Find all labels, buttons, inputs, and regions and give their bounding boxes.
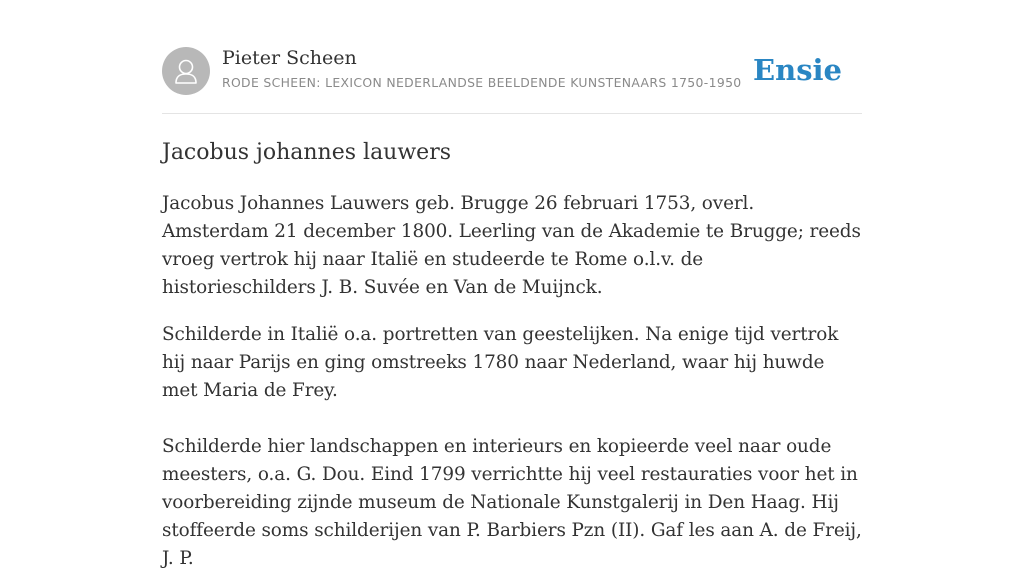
article-paragraph: Schilderde hier landschappen en interieurs en kopieerde veel naar oude meesters, o.a. G. Dou. Eind 1799 verrichtte hij veel restauraties voor het in voorbereiding zijnde museum de Nationale Kunstgalerij in Den Haag. Hij stoffeerde soms schilderijen van P. Barbiers Pzn (II). Gaf les aan A. de Freij, J. P. [162, 436, 862, 569]
user-silhouette-icon [162, 47, 210, 95]
article-title: Jacobus johannes lauwers [162, 140, 452, 165]
source-title[interactable]: RODE SCHEEN: LEXICON NEDERLANDSE BEELDENDE KUNSTENAARS 1750-1950 [222, 75, 742, 90]
article-paragraph: Jacobus Johannes Lauwers geb. Brugge 26 februari 1753, overl. Amsterdam 21 december 1800. Leerling van de Akademie te Brugge; reeds vroeg vertrok hij naar Italië en studeerde te Rome o.l.v. de historieschilders J. B. Suvée en Van de Muijnck. [162, 193, 861, 298]
article-paragraph: Schilderde in Italië o.a. portretten van geestelijken. Na enige tijd vertrok hij naar Parijs en ging omstreeks 1780 naar Nederland, waar hij huwde met Maria de Frey. [162, 324, 839, 401]
author-name[interactable]: Pieter Scheen [222, 47, 357, 69]
article-header [162, 46, 862, 96]
ensie-logo[interactable]: Ensie [753, 53, 842, 87]
avatar[interactable] [162, 47, 210, 95]
article-body [162, 190, 862, 573]
header-divider [162, 113, 862, 114]
